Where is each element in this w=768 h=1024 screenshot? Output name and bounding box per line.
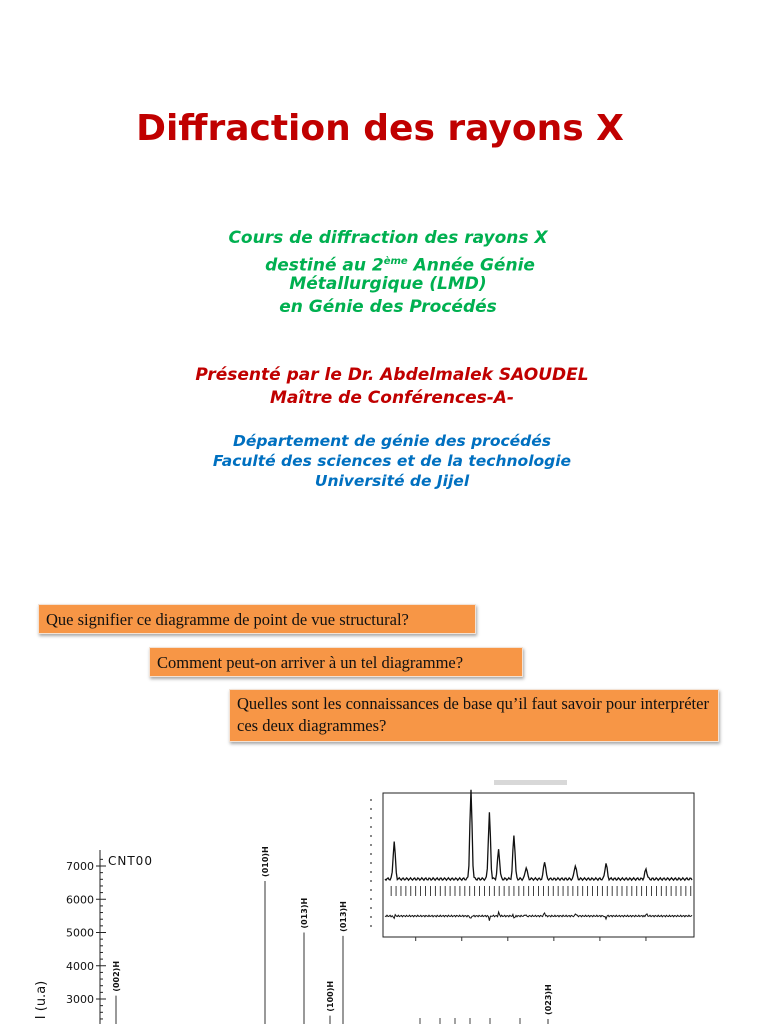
course-line-2-sup: ème: [383, 256, 408, 267]
course-line-3: Métallurgique (LMD): [289, 274, 487, 294]
question-box-3: Quelles sont les connaissances de base qu’il faut savoir pour interpréter ces deux diagrammes?: [229, 689, 719, 742]
presenter-line-2: Maître de Conférences-A-: [270, 388, 514, 408]
xrd-y-tick-label: 5000: [66, 926, 94, 940]
rietveld-y-tick: [370, 817, 372, 819]
course-line-1: Cours de diffraction des rayons X: [228, 228, 548, 248]
rietveld-y-tick: [370, 871, 372, 873]
rietveld-y-tick: [370, 889, 372, 891]
xrd-peak-label: (002)H: [112, 960, 121, 992]
rietveld-y-tick: [370, 898, 372, 900]
xrd-peak-label: (100)H: [326, 980, 335, 1012]
xrd-y-tick-label: 3000: [66, 993, 94, 1006]
rietveld-y-tick: [370, 835, 372, 837]
rietveld-y-tick: [370, 907, 372, 909]
question-box-2: Comment peut-on arriver à un tel diagramme?: [149, 647, 523, 677]
course-line-4: en Génie des Procédés: [279, 297, 497, 317]
rietveld-y-tick: [370, 799, 372, 801]
slide-title: Diffraction des rayons X: [136, 108, 624, 149]
xrd-peak-label: (013)H: [300, 897, 309, 929]
rietveld-y-tick: [370, 916, 372, 918]
rietveld-y-tick: [370, 826, 372, 828]
xrd-y-axis-label: I (u.a): [34, 980, 49, 1020]
rietveld-y-tick: [370, 853, 372, 855]
rietveld-y-tick: [370, 808, 372, 810]
xrd-peak-label: (023)H: [544, 984, 553, 1015]
affiliation-line-1: Département de génie des procédés: [232, 432, 552, 450]
xrd-chart-title: CNT00: [108, 854, 153, 868]
rietveld-y-tick: [370, 880, 372, 882]
xrd-y-tick-label: 6000: [66, 893, 94, 907]
xrd-peak-label: (013)H: [339, 901, 348, 932]
rietveld-y-tick: [370, 925, 372, 927]
question-box-1: Que signifier ce diagramme de point de vue structural?: [38, 604, 476, 634]
course-line-2-post: Année Génie: [407, 255, 535, 276]
rietveld-header-bar: [494, 780, 567, 785]
affiliation-line-2: Faculté des sciences et de la technologie: [212, 452, 572, 470]
xrd-peak-label: (010)H: [261, 846, 270, 877]
xrd-y-tick-label: 4000: [66, 959, 94, 973]
affiliation-line-3: Université de Jijel: [314, 472, 470, 490]
course-line-2-pre: destiné au 2: [265, 255, 384, 276]
rietveld-y-tick: [370, 844, 372, 846]
xrd-y-tick-label: 7000: [66, 860, 94, 873]
rietveld-y-tick: [370, 862, 372, 864]
presenter-line-1: Présenté par le Dr. Abdelmalek SAOUDEL: [195, 365, 589, 385]
